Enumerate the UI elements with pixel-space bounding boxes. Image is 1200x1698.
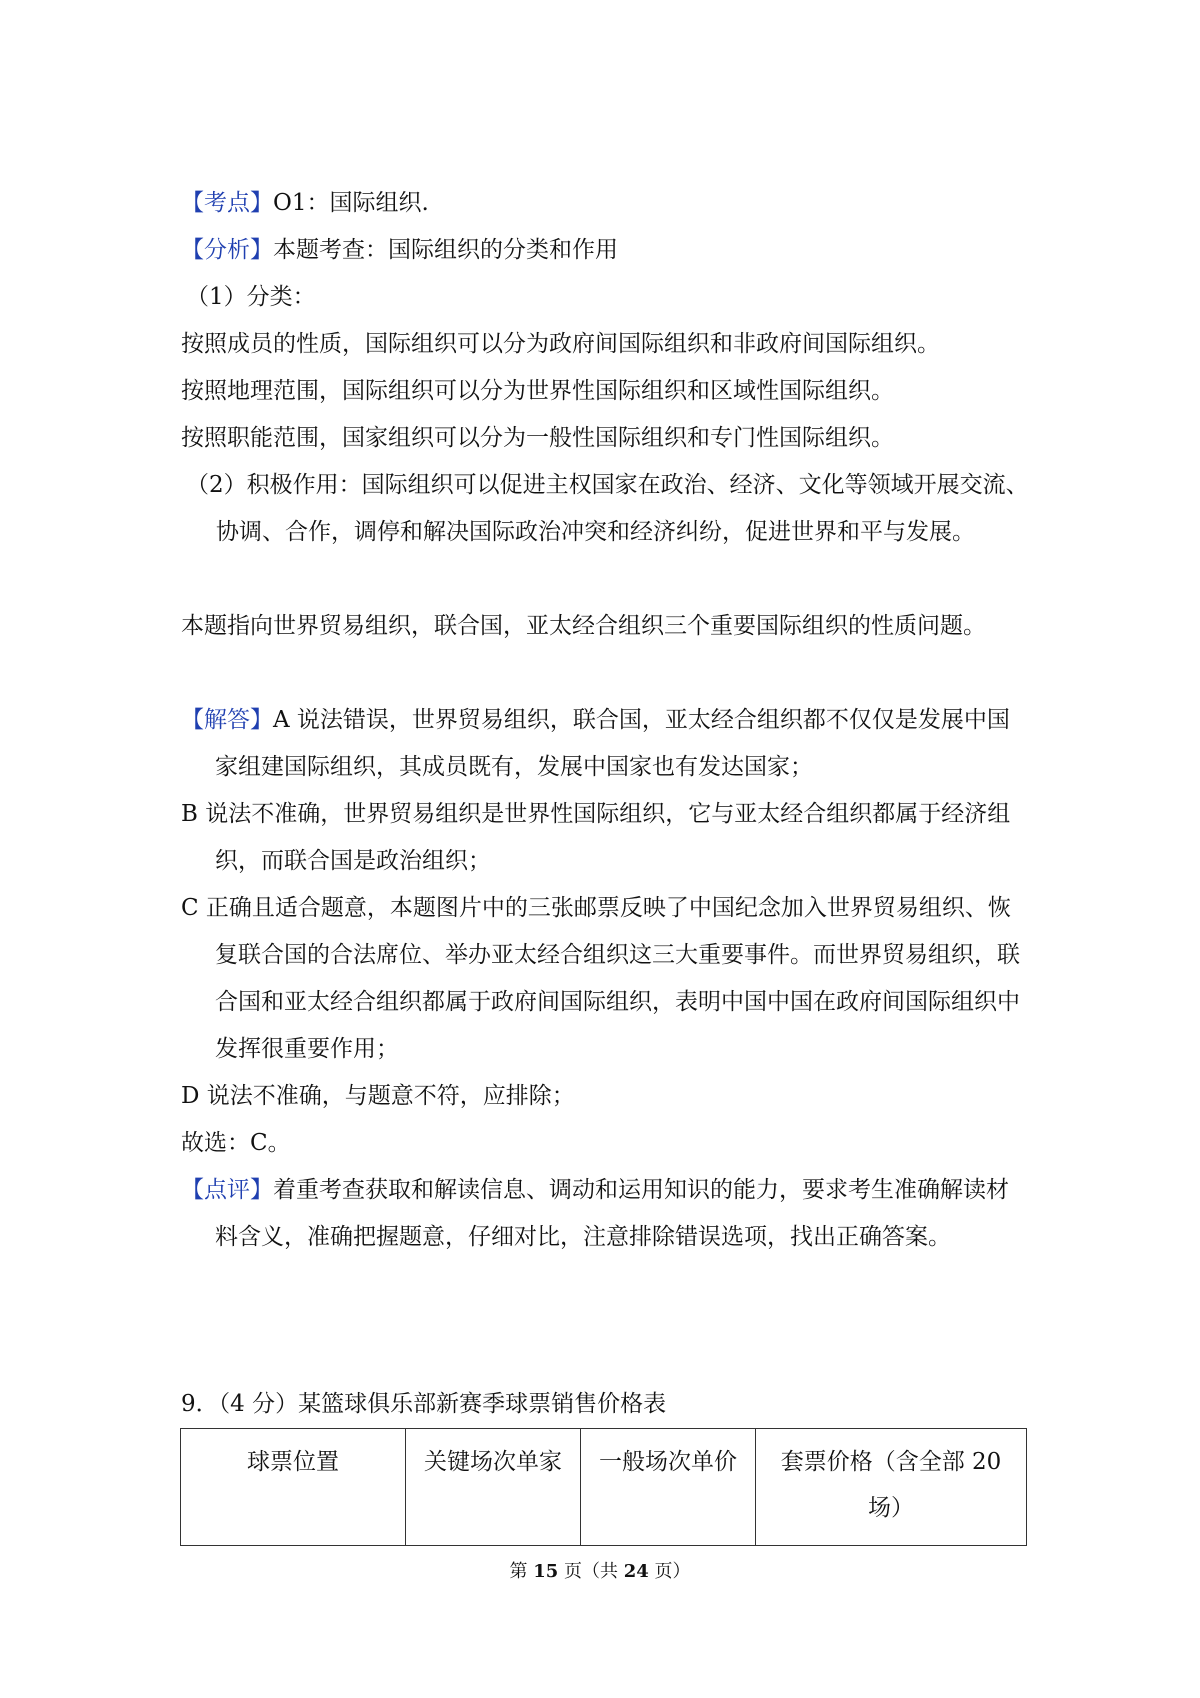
category-line-function: 按照职能范围，国家组织可以分为一般性国际组织和专门性国际组织。 [181,425,894,451]
header-season-package-price: 套票价格（含全部 20 场） [756,1429,1027,1546]
jieda-text: A 说法错误，世界贸易组织，联合国，亚太经合组织都不仅仅是发展中国家组建国际组织，其成员既有，发展中国家也有发达国家； [215,707,1010,780]
ticket-price-table [180,1428,1027,1546]
footer-total-pages: 24 [623,1561,649,1582]
header-regular-game-price: 一般场次单价 [581,1429,756,1546]
kaodian-tag: 【考点】 [181,190,273,216]
category-line-geography: 按照地理范围，国际组织可以分为世界性国际组织和区域性国际组织。 [181,378,894,404]
dianping-text: 着重考查获取和解读信息、调动和运用知识的能力，要求考生准确解读材料含义，准确把握题意，仔细对比，注意排除错误选项，找出正确答案。 [215,1177,1009,1250]
positive-role-paragraph: （2）积极作用：国际组织可以促进主权国家在政治、经济、文化等领域开展交流、协调、合作，调停和解决国际政治冲突和经济纠纷，促进世界和平与发展。 [186,472,1029,545]
footer-page-number: 15 [533,1561,559,1582]
footer-suffix: 页） [654,1561,691,1582]
fenxi-tag: 【分析】 [181,237,273,263]
fenxi-line [181,227,1031,274]
option-c-paragraph: C 正确且适合题意，本题图片中的三张邮票反映了中国纪念加入世界贸易组织、恢复联合国的合法席位、举办亚太经合组织这三大重要事件。而世界贸易组织，联合国和亚太经合组织都属于政府间国际组织，表明中国中国在政府间国际组织中发挥很重要作用； [181,895,1020,1062]
page-footer [0,1557,1200,1583]
table-header-row [181,1429,1027,1546]
answer-line: 故选：C。 [181,1130,291,1156]
header-key-game-price: 关键场次单家 [406,1429,581,1546]
question-9-title: 9．（4 分）某篮球俱乐部新赛季球票销售价格表 [181,1391,667,1417]
fenxi-text: 本题考查：国际组织的分类和作用 [273,237,618,263]
footer-prefix: 第 [509,1561,528,1582]
footer-middle: 页（共 [564,1561,618,1582]
option-d-paragraph: D 说法不准确，与题意不符，应排除； [181,1083,575,1109]
category-heading: （1）分类： [186,284,316,310]
jieda-tag: 【解答】 [181,707,273,733]
direction-paragraph: 本题指向世界贸易组织，联合国，亚太经合组织三个重要国际组织的性质问题。 [181,613,986,639]
dianping-tag: 【点评】 [181,1177,273,1203]
category-line-members: 按照成员的性质，国际组织可以分为政府间国际组织和非政府间国际组织。 [181,331,940,357]
dianping-paragraph [181,1167,1031,1261]
kaodian-line [181,180,1031,227]
kaodian-text: O1：国际组织. [273,190,429,216]
option-b-paragraph: B 说法不准确，世界贸易组织是世界性国际组织，它与亚太经合组织都属于经济组织，而联合国是政治组织； [181,801,1011,874]
jieda-paragraph [181,697,1031,791]
header-ticket-position: 球票位置 [181,1429,406,1546]
